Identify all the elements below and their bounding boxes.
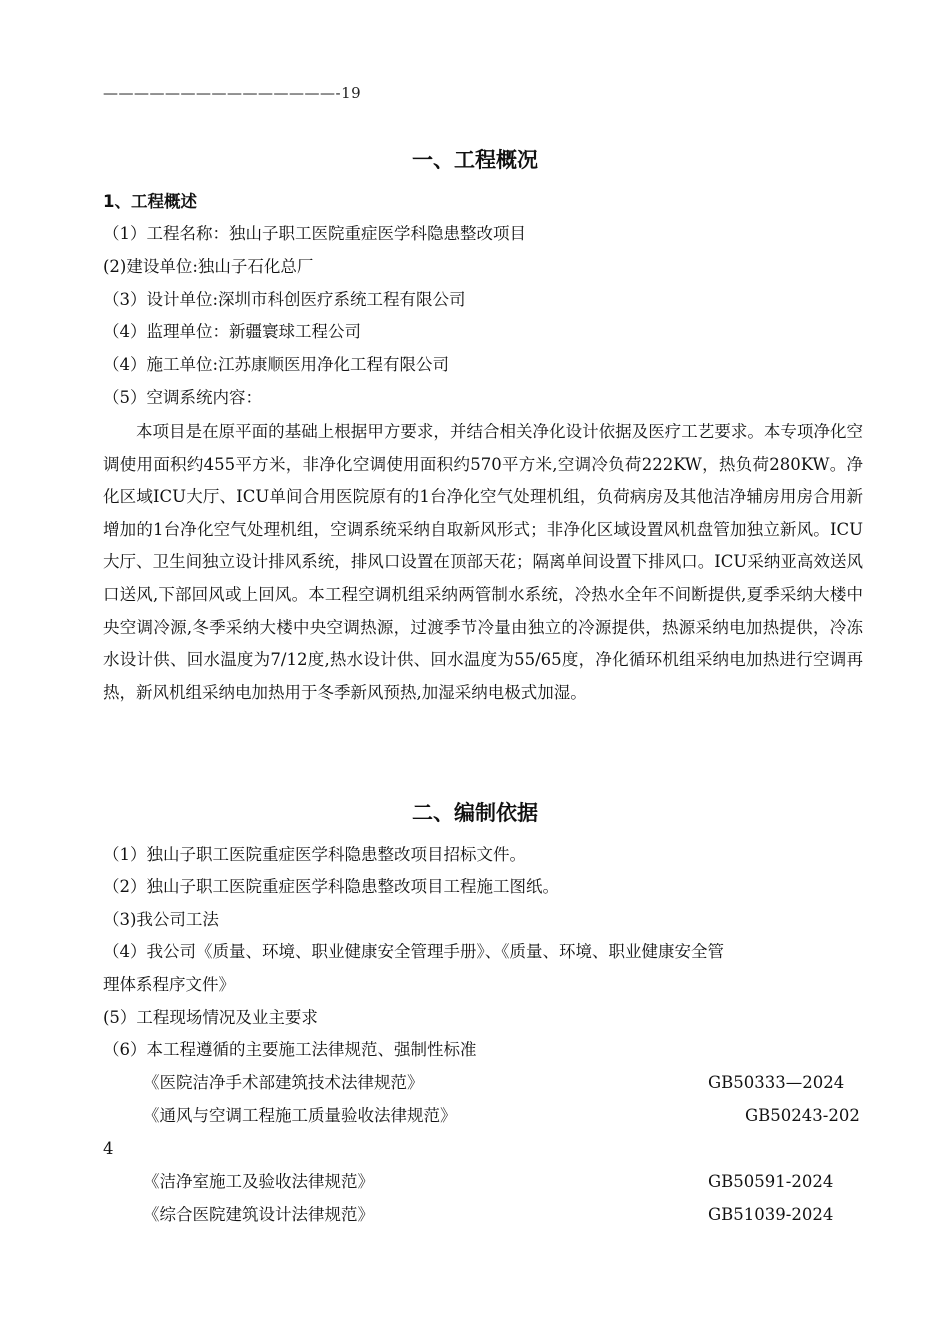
designer-item: （3）设计单位:深圳市科创医疗系统工程有限公司 <box>103 290 466 309</box>
basis-item: （4）我公司《质量、环境、职业健康安全管理手册》、《质量、环境、职业健康安全管 <box>103 942 724 961</box>
builder-item: (2)建设单位:独山子石化总厂 <box>103 257 314 276</box>
toc-fragment: ———————————————-19 <box>103 84 362 102</box>
basis-item: （3)我公司工法 <box>103 910 219 929</box>
supervisor-item: （4）监理单位：新疆寰球工程公司 <box>103 322 361 341</box>
section-2-title: 二、编制依据 <box>412 801 538 825</box>
standard-code: GB50591-2024 <box>708 1172 834 1191</box>
section-1-title: 一、工程概况 <box>412 148 538 172</box>
standard-title: 《综合医院建筑设计法律规范》 <box>143 1205 374 1224</box>
standard-code-wrap: 4 <box>103 1139 114 1158</box>
standard-code: GB51039-2024 <box>708 1205 834 1224</box>
standard-title: 《通风与空调工程施工质量验收法律规范》 <box>143 1106 457 1125</box>
contractor-item: （4）施工单位:江苏康顺医用净化工程有限公司 <box>103 355 450 374</box>
standard-code: GB50333—2024 <box>708 1073 845 1092</box>
project-name-item: （1）工程名称：独山子职工医院重症医学科隐患整改项目 <box>103 224 526 243</box>
standard-title: 《医院洁净手术部建筑技术法律规范》 <box>143 1073 424 1092</box>
project-description-paragraph: 本项目是在原平面的基础上根据甲方要求，并结合相关净化设计依据及医疗工艺要求。本专项净化空调使用面积约455平方米，非净化空调使用面积约570平方米,空调冷负荷222KW，热负荷280KW。净化区域ICU大厅、ICU单间合用医院原有的1台净化空气处理机组，负荷病房及其他洁净辅房用房合用新增加的1台净化空气处理机组，空调系统采纳自取新风形式；非净化区域设置风机盘管加独立新风。ICU大厅、卫生间独立设计排风系统，排风口设置在顶部天花；隔离单间设置下排风口。ICU采纳亚高效送风口送风,下部回风或上回风。本工程空调机组采纳两管制水系统，冷热水全年不间断提供,夏季采纳大楼中央空调冷源,冬季采纳大楼中央空调热源，过渡季节冷量由独立的冷源提供，热源采纳电加热提供，冷冻水设计供、回水温度为7/12度,热水设计供、回水温度为55/65度，净化循环机组采纳电加热进行空调再热，新风机组采纳电加热用于冬季新风预热,加湿采纳电极式加湿。 <box>103 422 863 702</box>
standard-code: GB50243-202 <box>745 1106 860 1125</box>
basis-item: （6）本工程遵循的主要施工法律规范、强制性标准 <box>103 1040 477 1059</box>
section-1-subtitle: 1、工程概述 <box>103 192 197 211</box>
basis-item: 理体系程序文件》 <box>103 975 235 994</box>
basis-item: (5）工程现场情况及业主要求 <box>103 1008 318 1027</box>
basis-item: （1）独山子职工医院重症医学科隐患整改项目招标文件。 <box>103 845 526 864</box>
standard-title: 《洁净室施工及验收法律规范》 <box>143 1172 374 1191</box>
hvac-content-item: （5）空调系统内容： <box>103 388 262 407</box>
basis-item: （2）独山子职工医院重症医学科隐患整改项目工程施工图纸。 <box>103 877 559 896</box>
